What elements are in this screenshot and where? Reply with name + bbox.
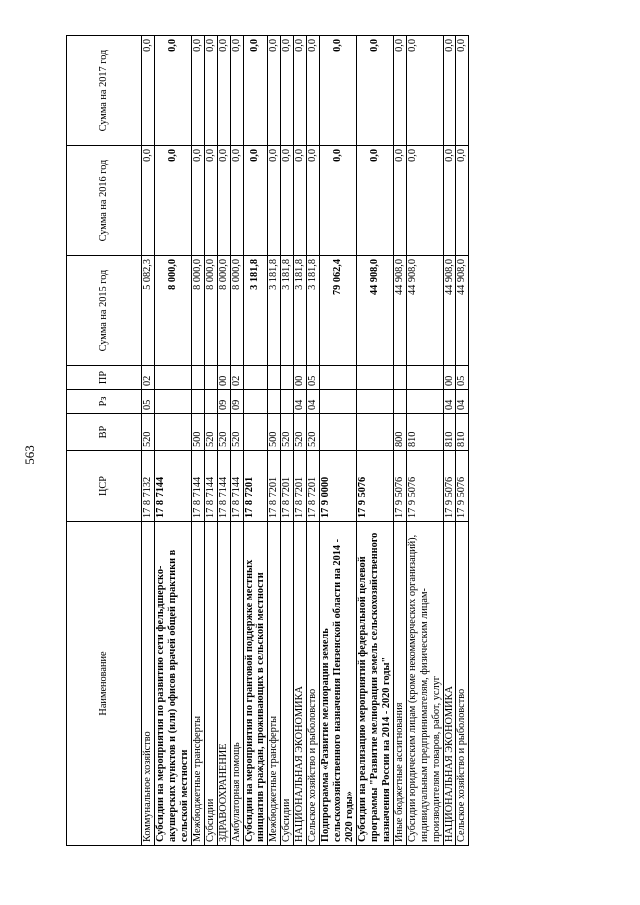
cell-pr: 05	[307, 366, 320, 390]
cell-sum-2015: 44 908,0	[356, 256, 393, 366]
cell-sum-2016: 0,0	[320, 146, 357, 256]
cell-sum-2016: 0,0	[456, 146, 469, 256]
cell-sum-2017: 0,0	[268, 36, 281, 146]
cell-rz	[243, 390, 268, 414]
cell-name: Амбулаторная помощь	[230, 522, 243, 846]
cell-rz	[281, 390, 294, 414]
cell-vr: 500	[191, 414, 204, 451]
cell-sum-2017: 0,0	[243, 36, 268, 146]
cell-sum-2015: 8 000,0	[204, 256, 217, 366]
cell-rz	[393, 390, 406, 414]
cell-sum-2015: 8 000,0	[230, 256, 243, 366]
cell-name: Субсидии	[204, 522, 217, 846]
cell-sum-2015: 3 181,8	[243, 256, 268, 366]
cell-csr: 17 9 0000	[320, 451, 357, 522]
cell-name: Субсидии на мероприятия по развитию сети фельдшерско-акушерских пунктов и (или) офисов врачей общей практики в сельской местности	[154, 522, 191, 846]
header-vr: ВР	[67, 414, 142, 451]
cell-vr	[320, 414, 357, 451]
cell-sum-2015: 8 000,0	[191, 256, 204, 366]
cell-sum-2017: 0,0	[281, 36, 294, 146]
cell-name: Субсидии на мероприятия по грантовой поддержке местных инициатив граждан, проживающих в сельской местности	[243, 522, 268, 846]
cell-vr: 520	[204, 414, 217, 451]
cell-sum-2015: 44 908,0	[406, 256, 443, 366]
cell-csr: 17 8 7144	[204, 451, 217, 522]
table-row	[393, 36, 406, 846]
cell-csr: 17 8 7144	[230, 451, 243, 522]
cell-sum-2015: 44 908,0	[456, 256, 469, 366]
cell-sum-2016: 0,0	[307, 146, 320, 256]
header-sum-2017: Сумма на 2017 год	[67, 36, 142, 146]
cell-csr: 17 8 7132	[142, 451, 155, 522]
cell-pr: 05	[456, 366, 469, 390]
cell-sum-2016: 0,0	[243, 146, 268, 256]
cell-pr: 00	[294, 366, 307, 390]
cell-pr: 02	[230, 366, 243, 390]
budget-table-container	[66, 36, 600, 846]
cell-vr	[356, 414, 393, 451]
cell-name: Коммунальное хозяйство	[142, 522, 155, 846]
cell-pr	[281, 366, 294, 390]
cell-sum-2016: 0,0	[393, 146, 406, 256]
cell-vr: 800	[393, 414, 406, 451]
cell-vr	[243, 414, 268, 451]
table-row	[204, 36, 217, 846]
cell-sum-2016: 0,0	[230, 146, 243, 256]
header-csr: ЦСР	[67, 451, 142, 522]
cell-vr: 520	[217, 414, 230, 451]
cell-name: Межбюджетные трансферты	[268, 522, 281, 846]
table-row	[294, 36, 307, 846]
cell-sum-2015: 3 181,8	[294, 256, 307, 366]
cell-csr: 17 8 7144	[217, 451, 230, 522]
table-header-row	[67, 36, 142, 846]
header-sum-2015: Сумма на 2015 год	[67, 256, 142, 366]
cell-vr: 810	[406, 414, 443, 451]
cell-vr: 520	[142, 414, 155, 451]
table-row	[154, 36, 191, 846]
cell-sum-2015: 5 082,3	[142, 256, 155, 366]
cell-name: Сельское хозяйство и рыболовство	[456, 522, 469, 846]
cell-csr: 17 8 7201	[268, 451, 281, 522]
table-row	[230, 36, 243, 846]
cell-vr: 520	[230, 414, 243, 451]
cell-pr	[204, 366, 217, 390]
cell-sum-2017: 0,0	[294, 36, 307, 146]
cell-sum-2015: 8 000,0	[154, 256, 191, 366]
table-row	[217, 36, 230, 846]
cell-vr: 810	[456, 414, 469, 451]
cell-csr: 17 9 5076	[356, 451, 393, 522]
cell-name: НАЦИОНАЛЬНАЯ ЭКОНОМИКА	[294, 522, 307, 846]
cell-rz	[268, 390, 281, 414]
table-row	[243, 36, 268, 846]
cell-rz	[406, 390, 443, 414]
cell-sum-2017: 0,0	[217, 36, 230, 146]
cell-name: НАЦИОНАЛЬНАЯ ЭКОНОМИКА	[443, 522, 456, 846]
cell-csr: 17 8 7201	[307, 451, 320, 522]
cell-pr	[406, 366, 443, 390]
cell-sum-2016: 0,0	[443, 146, 456, 256]
cell-sum-2016: 0,0	[356, 146, 393, 256]
cell-csr: 17 9 5076	[456, 451, 469, 522]
cell-vr: 520	[281, 414, 294, 451]
cell-pr: 02	[142, 366, 155, 390]
cell-csr: 17 8 7201	[281, 451, 294, 522]
table-row	[268, 36, 281, 846]
cell-name: Сельское хозяйство и рыболовство	[307, 522, 320, 846]
cell-sum-2015: 8 000,0	[217, 256, 230, 366]
table-row	[191, 36, 204, 846]
cell-rz	[154, 390, 191, 414]
cell-csr: 17 8 7144	[154, 451, 191, 522]
cell-rz: 04	[456, 390, 469, 414]
cell-sum-2016: 0,0	[294, 146, 307, 256]
cell-name: Субсидии на реализацию мероприятий федеральной целевой программы "Развитие мелиорации земель сельскохозяйственного назначения России на 2014 - 2020 годы"	[356, 522, 393, 846]
cell-rz	[204, 390, 217, 414]
cell-sum-2015: 3 181,8	[281, 256, 294, 366]
cell-csr: 17 8 7201	[243, 451, 268, 522]
cell-sum-2017: 0,0	[307, 36, 320, 146]
cell-sum-2015: 3 181,8	[268, 256, 281, 366]
table-row	[320, 36, 357, 846]
cell-csr: 17 8 7201	[294, 451, 307, 522]
cell-pr	[268, 366, 281, 390]
cell-csr: 17 9 5076	[443, 451, 456, 522]
cell-vr: 810	[443, 414, 456, 451]
cell-sum-2016: 0,0	[154, 146, 191, 256]
cell-vr: 500	[268, 414, 281, 451]
cell-vr	[154, 414, 191, 451]
cell-vr: 520	[307, 414, 320, 451]
cell-csr: 17 9 5076	[393, 451, 406, 522]
cell-sum-2017: 0,0	[356, 36, 393, 146]
cell-sum-2017: 0,0	[406, 36, 443, 146]
cell-sum-2015: 44 908,0	[393, 256, 406, 366]
cell-sum-2015: 79 062,4	[320, 256, 357, 366]
cell-sum-2015: 44 908,0	[443, 256, 456, 366]
cell-csr: 17 9 5076	[406, 451, 443, 522]
cell-rz: 04	[294, 390, 307, 414]
table-row	[356, 36, 393, 846]
cell-rz	[320, 390, 357, 414]
cell-pr	[154, 366, 191, 390]
cell-name: Межбюджетные трансферты	[191, 522, 204, 846]
cell-pr: 00	[217, 366, 230, 390]
cell-sum-2016: 0,0	[191, 146, 204, 256]
header-rz: Рз	[67, 390, 142, 414]
cell-pr: 00	[443, 366, 456, 390]
cell-pr	[356, 366, 393, 390]
cell-pr	[320, 366, 357, 390]
page-number: 563	[22, 445, 37, 465]
cell-pr	[191, 366, 204, 390]
cell-vr: 520	[294, 414, 307, 451]
header-name: Наименование	[67, 522, 142, 846]
cell-sum-2017: 0,0	[456, 36, 469, 146]
cell-rz	[356, 390, 393, 414]
cell-sum-2016: 0,0	[406, 146, 443, 256]
cell-name: Субсидии	[281, 522, 294, 846]
cell-rz	[191, 390, 204, 414]
cell-sum-2015: 3 181,8	[307, 256, 320, 366]
cell-pr	[243, 366, 268, 390]
cell-name: ЗДРАВООХРАНЕНИЕ	[217, 522, 230, 846]
table-row	[406, 36, 443, 846]
cell-sum-2016: 0,0	[142, 146, 155, 256]
cell-rz: 05	[142, 390, 155, 414]
cell-sum-2017: 0,0	[320, 36, 357, 146]
header-pr: ПР	[67, 366, 142, 390]
budget-table	[66, 35, 469, 846]
cell-name: Иные бюджетные ассигнования	[393, 522, 406, 846]
cell-csr: 17 8 7144	[191, 451, 204, 522]
table-row	[443, 36, 456, 846]
table-body	[142, 36, 469, 846]
cell-sum-2017: 0,0	[230, 36, 243, 146]
table-row	[281, 36, 294, 846]
cell-rz: 04	[443, 390, 456, 414]
cell-pr	[393, 366, 406, 390]
cell-sum-2016: 0,0	[217, 146, 230, 256]
cell-sum-2017: 0,0	[204, 36, 217, 146]
cell-name: Подпрограмма «Развитие мелиорации земель сельскохозяйственного назначения Пензенской области на 2014 - 2020 годы»	[320, 522, 357, 846]
cell-sum-2016: 0,0	[204, 146, 217, 256]
cell-sum-2017: 0,0	[154, 36, 191, 146]
cell-rz: 09	[217, 390, 230, 414]
cell-sum-2017: 0,0	[191, 36, 204, 146]
header-sum-2016: Сумма на 2016 год	[67, 146, 142, 256]
table-row	[142, 36, 155, 846]
cell-name: Субсидии юридическим лицам (кроме некоммерческих организаций), индивидуальным предпринимателям, физическим лицам-производителям товаров, работ, услуг	[406, 522, 443, 846]
cell-rz: 09	[230, 390, 243, 414]
cell-sum-2017: 0,0	[443, 36, 456, 146]
cell-rz: 04	[307, 390, 320, 414]
cell-sum-2017: 0,0	[142, 36, 155, 146]
table-row	[307, 36, 320, 846]
cell-sum-2017: 0,0	[393, 36, 406, 146]
cell-sum-2016: 0,0	[281, 146, 294, 256]
table-row	[456, 36, 469, 846]
cell-sum-2016: 0,0	[268, 146, 281, 256]
